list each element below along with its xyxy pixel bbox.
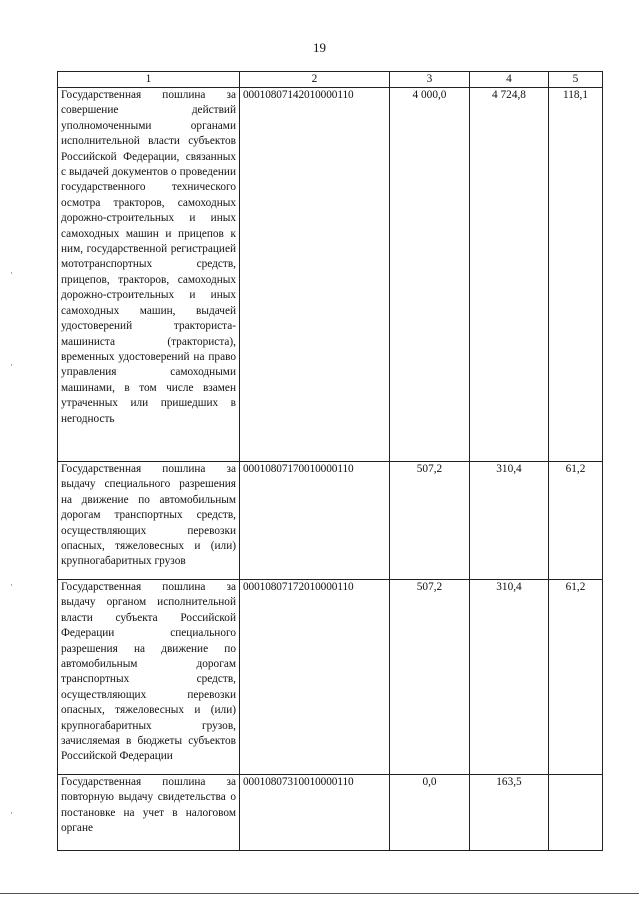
row-name: Государственная пошлина за выдачу органом исполнительной власти субъекта Российской Федерации специального разрешения на движение по автомобильным дорогам транспортных средств, осуществляющих перевозки опасных, тяжеловесных и (или) крупногабаритных грузов, зачисляемая в бюджеты субъектов Российской Федерации [58,580,240,775]
row-col4-value: 163,5 [470,775,549,851]
row-name: Государственная пошлина за совершение действий уполномоченными органами исполнительной власти субъектов Российской Федерации, связанных с выдачей документов о проведении государственного технического осмотра тракторов, самоходных дорожно-строительных и иных самоходных машин и прицепов к ним, государственной регистрацией мототранспортных средств, прицепов, тракторов, самоходных дорожно-строительных и иных самоходных машин, выдачей удостоверений тракториста-машиниста (тракториста), временных удостоверений на право управления самоходными машинами, в том числе взамен утраченных или пришедших в негодность [58,88,240,462]
table-row [58,462,603,580]
table-body [58,88,603,851]
row-col3-value: 507,2 [390,462,470,580]
page-number: 19 [313,40,326,55]
row-col4-value: 310,4 [470,462,549,580]
scan-mark: · [10,360,13,370]
row-name: Государственная пошлина за выдачу специального разрешения на движение по автомобильным дорогам транспортных средств, осуществляющих перевозки опасных, тяжеловесных и (или) крупногабаритных грузов [58,462,240,580]
row-col5-value [549,775,603,851]
row-col3-value: 4 000,0 [390,88,470,462]
table-row [58,775,603,851]
header-col-3: 3 [390,72,470,88]
header-col-5: 5 [549,72,603,88]
budget-table [57,71,603,851]
row-name: Государственная пошлина за повторную выдачу свидетельства о постановке на учет в налоговом органе [58,775,240,851]
row-col4-value: 4 724,8 [470,88,549,462]
row-col5-value: 118,1 [549,88,603,462]
header-col-2: 2 [240,72,390,88]
row-code: 00010807172010000110 [240,580,390,775]
scan-mark: · [10,808,13,818]
row-col3-value: 507,2 [390,580,470,775]
header-col-1: 1 [58,72,240,88]
row-code: 00010807142010000110 [240,88,390,462]
table-row [58,88,603,462]
bottom-rule [0,893,639,894]
row-code: 00010807310010000110 [240,775,390,851]
row-col4-value: 310,4 [470,580,549,775]
header-row [58,72,603,88]
scan-mark: · [10,580,13,590]
header-col-4: 4 [470,72,549,88]
scan-mark: · [10,268,13,278]
row-col3-value: 0,0 [390,775,470,851]
table-header [58,72,603,88]
row-col5-value: 61,2 [549,462,603,580]
row-code: 00010807170010000110 [240,462,390,580]
table-row [58,580,603,775]
row-col5-value: 61,2 [549,580,603,775]
